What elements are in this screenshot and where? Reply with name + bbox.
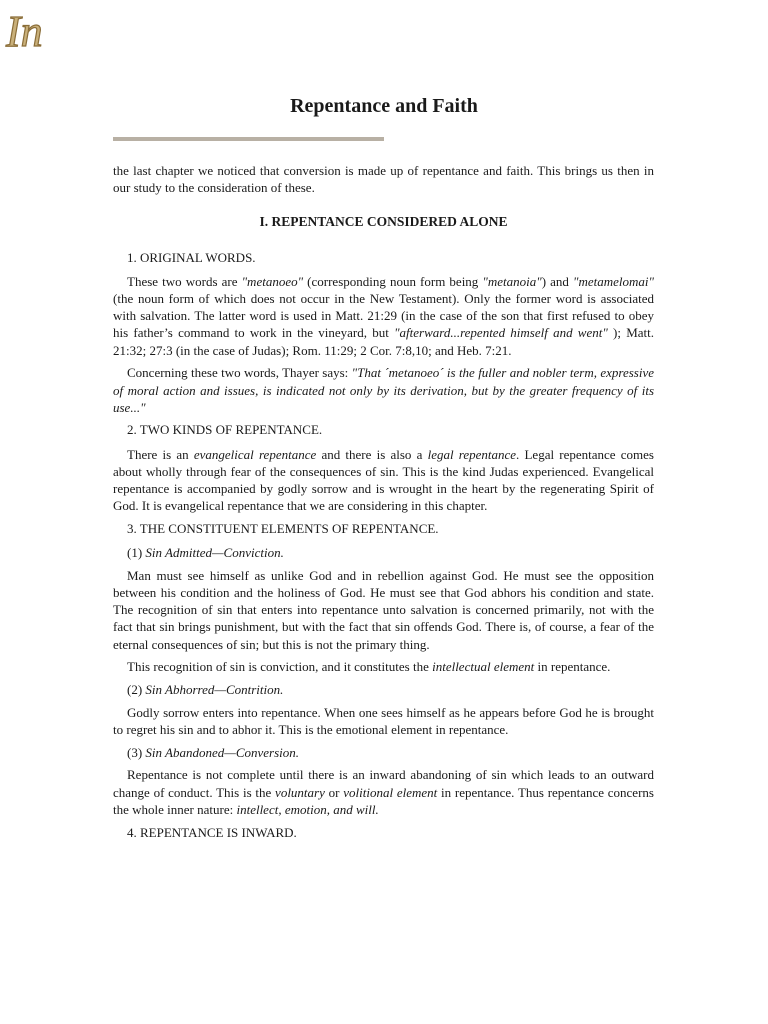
paragraph-contrition: Godly sorrow enters into repentance. When one sees himself as he appears before God he is brought to regret his sin and to abhor it. This is the emotional element in repentance. (113, 704, 654, 737)
subpoint-contrition: (2) Sin Abhorred—Contrition. (127, 682, 284, 698)
title-rule (113, 137, 384, 141)
intro-paragraph: the last chapter we noticed that conversion is made up of repentance and faith. This brings us then in our study to the consideration of these. (113, 163, 654, 196)
subheading-two-kinds: 2. TWO KINDS OF REPENTANCE. (127, 422, 323, 438)
document-body (113, 162, 654, 848)
logo-monogram (4, 6, 68, 58)
subheading-inward: 4. REPENTANCE IS INWARD. (127, 824, 297, 840)
subheading-elements: 3. THE CONSTITUENT ELEMENTS OF REPENTANCE. (127, 520, 439, 536)
subpoint-conviction: (1) Sin Admitted—Conviction. (127, 545, 284, 561)
paragraph-conversion: Repentance is not complete until there is an inward abandoning of sin which leads to an outward change of conduct. This is the voluntary or volitional element in repentance. Thus repentance concerns the whole inner nature: intellect, emotion, and will. (113, 767, 654, 817)
document-title: Repentance and Faith (290, 95, 478, 117)
section-heading: I. REPENTANCE CONSIDERED ALONE (259, 214, 508, 230)
subpoint-conversion: (3) Sin Abandoned—Conversion. (127, 744, 300, 760)
paragraph-two-kinds: There is an evangelical repentance and there is also a legal repentance. Legal repentance comes about wholly through fear of the consequences of sin. This is the kind Judas experienced. Evangelical repentance is accompanied by godly sorrow and is wrought in the heart by the regenerating Spirit of God. It is evangelical repentance that we are considering in this chapter. (113, 446, 654, 514)
paragraph-conviction: Man must see himself as unlike God and in rebellion against God. He must see the opposition between his condition and the holiness of God. He must see that God abhors his condition and state. The recognition of sin that enters into repentance unto salvation is concerned primarily, not with the fact that sin brings punishment, but with the fact that sin offends God. There is, of course, a fear of the eternal consequences of sin; but this is not the primary thing. (113, 567, 654, 652)
logo-text: In (6, 7, 43, 56)
paragraph-metanoeo: These two words are "metanoeo" (corresponding noun form being "metanoia") and "metamelomai" (the noun form of which does not occur in the New Testament). Only the former word is associated with salvation. The latter word is used in Matt. 21:29 (in the case of the son that first refused to obey his father’s command to work in the vineyard, but "afterward...repented himself and went" ); Matt. 21:32; 27:3 (in the case of Judas); Rom. 11:29; 2 Cor. 7:8,10; and Heb. 7:21. (113, 273, 655, 358)
paragraph-intellectual: This recognition of sin is conviction, and it constitutes the intellectual element in repentance. (127, 659, 611, 675)
paragraph-thayer: Concerning these two words, Thayer says: "That ´metanoeo´ is the fuller and nobler term, expressive of moral action and issues, is indicated not only by its derivation, but by the greater frequency of its use..." (113, 365, 654, 415)
subheading-original-words: 1. ORIGINAL WORDS. (127, 249, 256, 265)
